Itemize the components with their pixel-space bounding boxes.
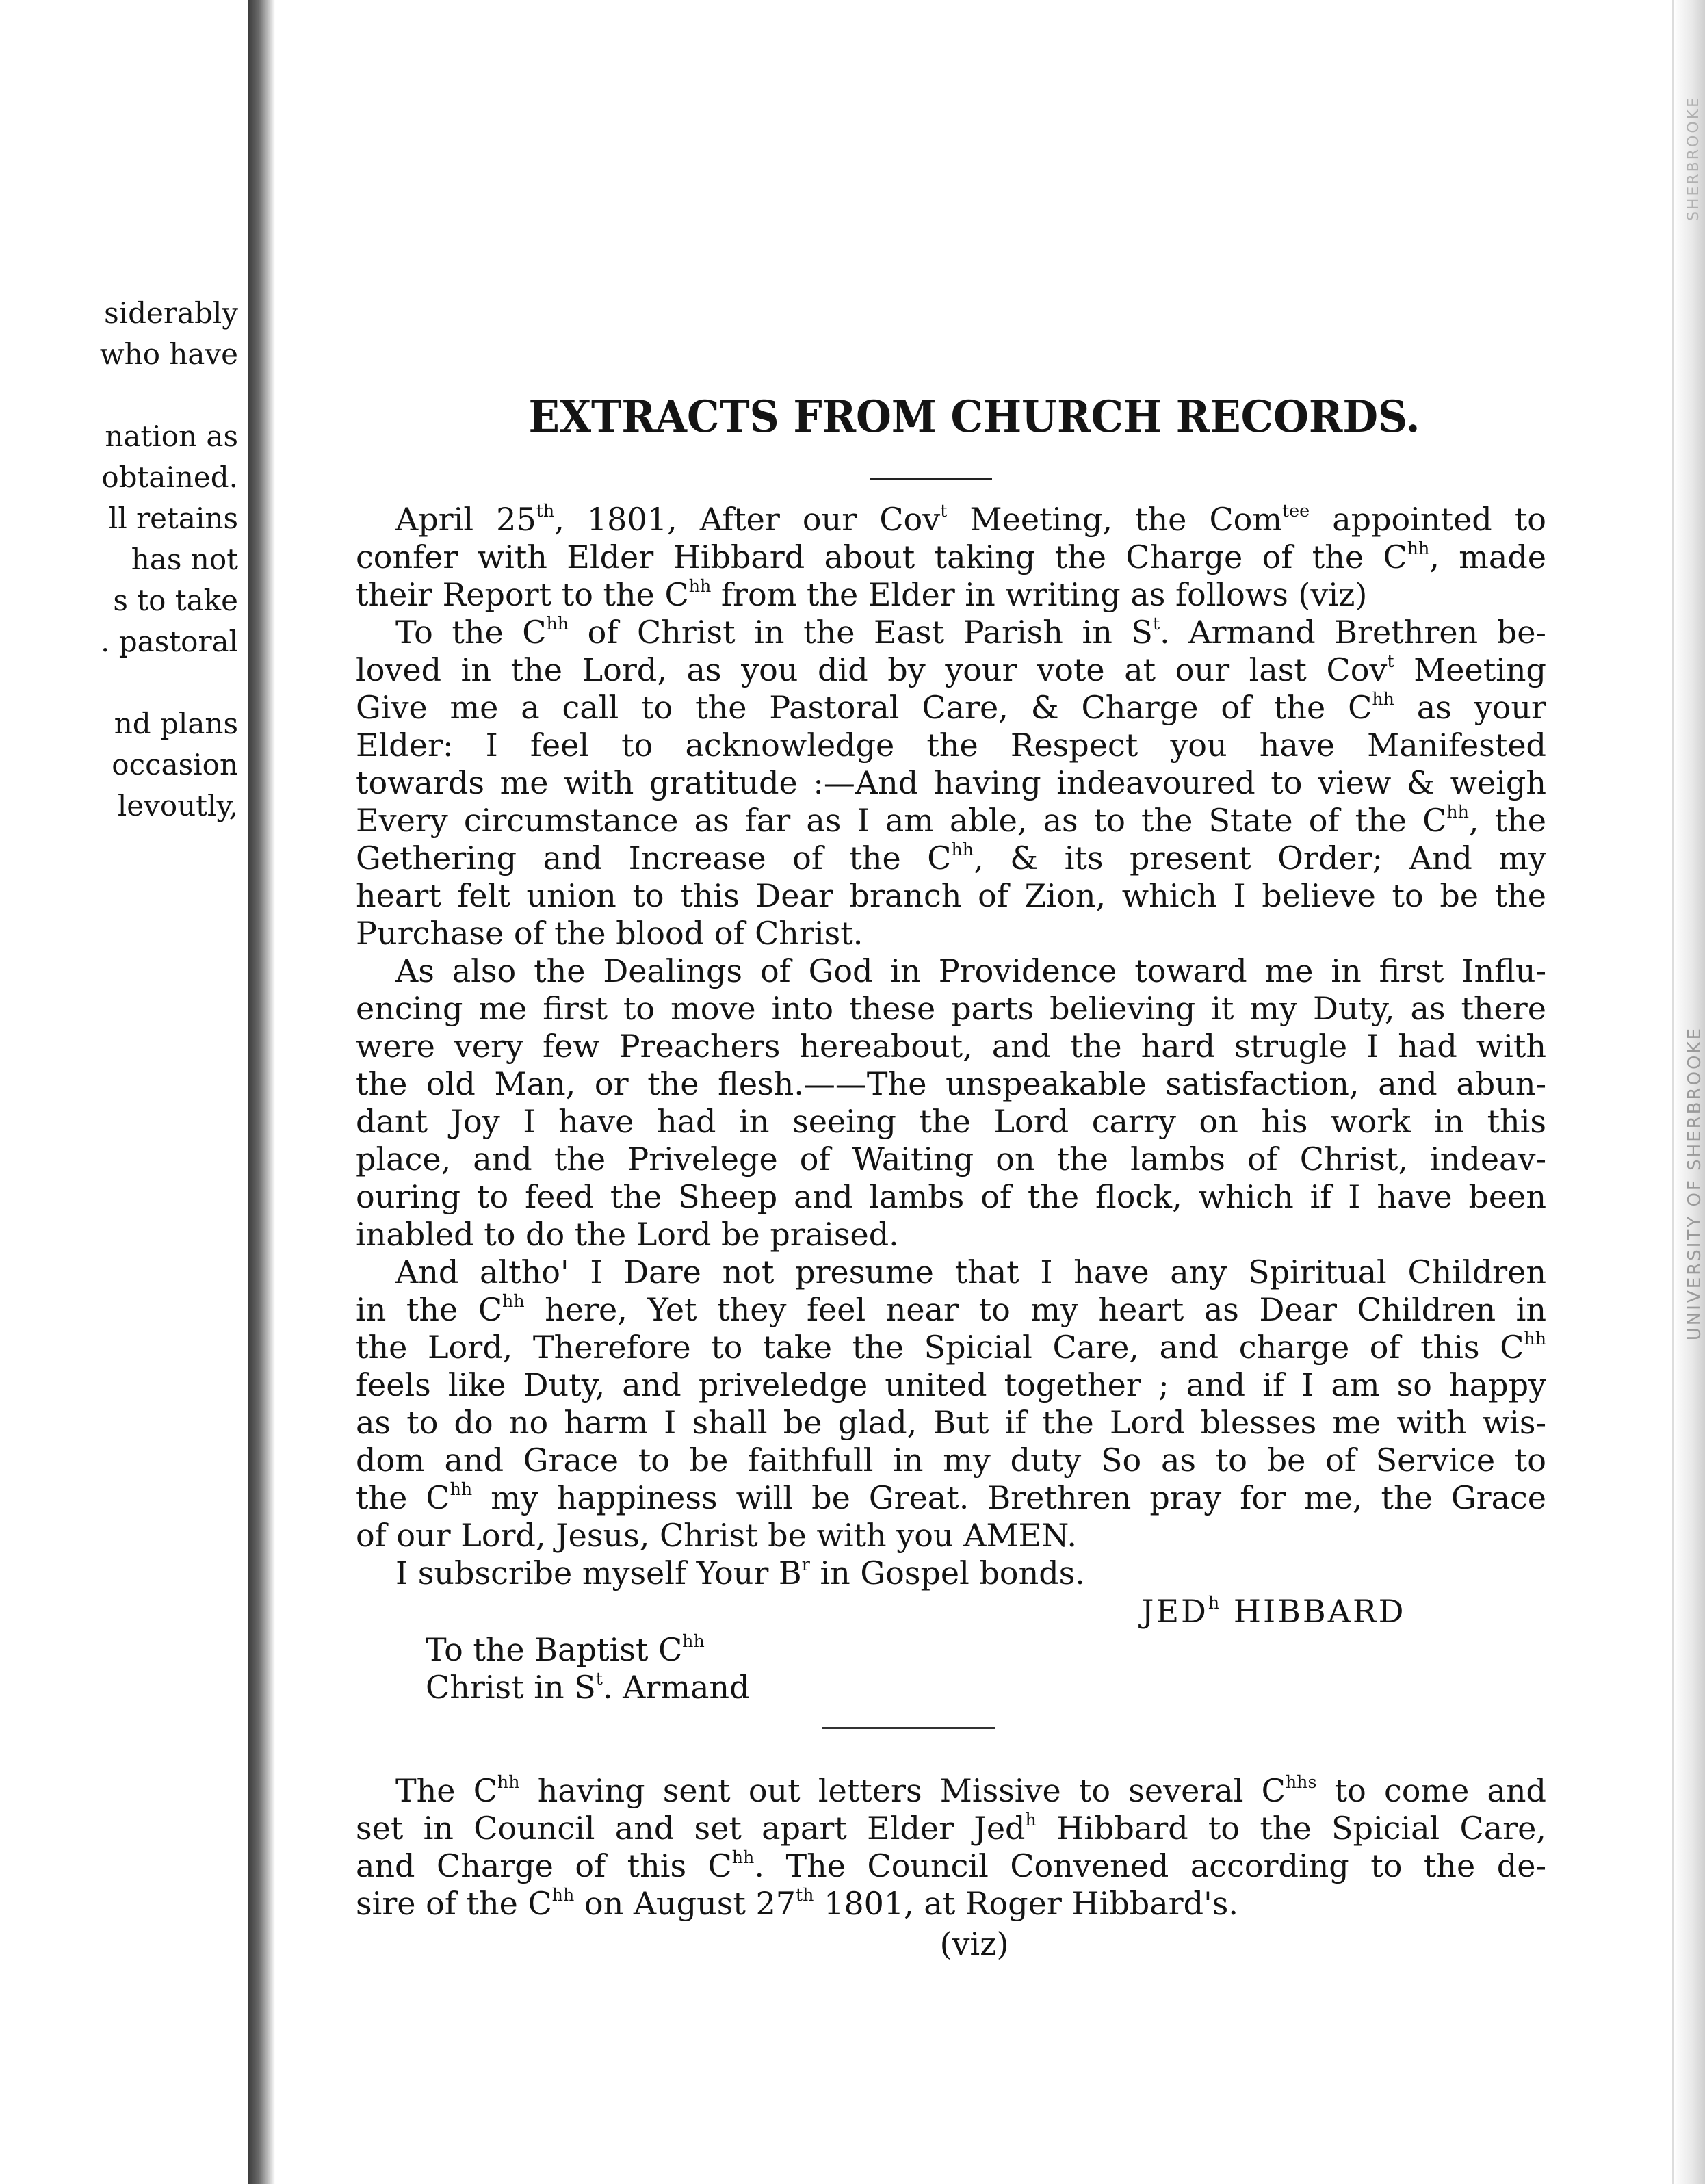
left-page-line: has not	[131, 543, 238, 576]
paragraph	[356, 1253, 1546, 1555]
text-run: , & its present Order; And my	[974, 840, 1546, 876]
text-line	[356, 1772, 1546, 1810]
text-run: , 1801, After our Cov	[554, 501, 941, 538]
text-run: having sent out letters Missive to several C	[519, 1772, 1286, 1809]
text-line	[356, 1028, 1546, 1065]
text-line	[356, 1065, 1546, 1103]
text-line	[356, 1178, 1546, 1216]
left-page-line: s to take	[113, 584, 238, 617]
superscript-abbrev: t	[940, 500, 948, 521]
text-line	[356, 689, 1546, 727]
text-run: encing me first to move into these parts believing it my Duty, as there	[356, 990, 1546, 1027]
left-page-line: obtained.	[101, 460, 238, 494]
text-line	[356, 1253, 1546, 1291]
text-run: , the	[1468, 802, 1546, 839]
text-run: the C	[356, 1479, 450, 1516]
text-line	[356, 952, 1546, 990]
superscript-abbrev: hh	[546, 613, 569, 634]
superscript-abbrev: th	[536, 500, 555, 521]
text-run: of our Lord, Jesus, Christ be with you AMEN.	[356, 1517, 1078, 1554]
left-page-line: levoutly,	[117, 789, 238, 822]
paragraph	[356, 614, 1546, 952]
text-line	[356, 990, 1546, 1028]
left-page-line: who have	[99, 337, 238, 371]
superscript-abbrev: hh	[450, 1479, 473, 1499]
text-run: appointed to	[1310, 501, 1546, 538]
text-line	[356, 1885, 1546, 1923]
text-run: here, Yet they feel near to my heart as Dear Children in	[524, 1291, 1546, 1328]
text-run: And altho' I Dare not presume that I have any Spiritual Children	[395, 1253, 1546, 1290]
text-line	[356, 1103, 1546, 1141]
text-line	[356, 1216, 1546, 1253]
text-line	[356, 614, 1546, 651]
text-run: . Armand	[602, 1669, 750, 1706]
text-line	[356, 501, 1546, 538]
text-run: dant Joy I have had in seeing the Lord carry on his work in this	[356, 1103, 1546, 1140]
title-rule	[870, 478, 992, 480]
section-divider	[822, 1727, 995, 1729]
text-run: Purchase of the blood of Christ.	[356, 915, 863, 952]
superscript-abbrev: hh	[1407, 538, 1430, 558]
text-run: April 25	[395, 501, 536, 538]
superscript-abbrev: h	[1025, 1809, 1037, 1830]
superscript-abbrev: hh	[731, 1847, 755, 1867]
text-run: their Report to the C	[356, 576, 689, 613]
text-line	[356, 538, 1546, 576]
superscript-abbrev: h	[1208, 1592, 1222, 1613]
text-run: as to do no harm I shall be glad, But if the Lord blesses me with wis-	[356, 1404, 1546, 1441]
text-run: from the Elder in writing as follows (viz)	[711, 576, 1368, 613]
superscript-abbrev: t	[1387, 651, 1394, 671]
superscript-abbrev: hh	[502, 1290, 525, 1311]
text-run: inabled to do the Lord be praised.	[356, 1216, 899, 1253]
text-run: the Lord, Therefore to take the Spicial Care, and charge of this C	[356, 1329, 1524, 1366]
text-run: JED	[1141, 1593, 1208, 1630]
text-line	[356, 802, 1546, 840]
text-run: The C	[395, 1772, 497, 1809]
letter-body	[356, 501, 1546, 1592]
text-line	[356, 651, 1546, 689]
superscript-abbrev: t	[1152, 613, 1160, 634]
superscript-abbrev: hh	[551, 1884, 575, 1905]
left-page-line: ll retains	[108, 502, 238, 535]
text-run: set in Council and set apart Elder Jed	[356, 1810, 1026, 1847]
text-line	[356, 727, 1546, 764]
text-run: to come and	[1316, 1772, 1546, 1809]
text-run: 1801, at Roger Hibbard's.	[814, 1885, 1238, 1922]
address-line	[426, 1631, 749, 1669]
left-page-line: occasion	[112, 748, 238, 781]
superscript-abbrev: hh	[1372, 688, 1394, 709]
text-run: were very few Preachers hereabout, and the hard strugle I had with	[356, 1028, 1546, 1065]
text-run: . The Council Convened according to the de-	[754, 1847, 1546, 1884]
address-line	[426, 1669, 749, 1706]
text-run: my happiness will be Great. Brethren pray for me, the Grace	[472, 1479, 1546, 1516]
text-run: . Armand Brethren be-	[1160, 614, 1546, 651]
text-run: Hibbard to the Spicial Care,	[1036, 1810, 1546, 1847]
text-line	[356, 1555, 1546, 1592]
text-run: the old Man, or the flesh.——The unspeakable satisfaction, and abun-	[356, 1065, 1546, 1102]
text-run: dom and Grace to be faithfull in my duty So as to be of Service to	[356, 1442, 1546, 1479]
text-run: I subscribe myself Your B	[395, 1555, 802, 1591]
text-run: loved in the Lord, as you did by your vote at our last Cov	[356, 651, 1388, 688]
text-run: Elder: I feel to acknowledge the Respect you have Manifested	[356, 727, 1546, 764]
text-run: on August 27	[574, 1885, 796, 1922]
letter-address	[426, 1631, 749, 1706]
edge-stamp-top: SHERBROOKE	[1685, 96, 1702, 222]
text-run: Meeting	[1394, 651, 1547, 688]
text-run: Give me a call to the Pastoral Care, & Charge of the C	[356, 689, 1372, 726]
paragraph	[356, 501, 1546, 614]
superscript-abbrev: r	[801, 1554, 810, 1574]
left-facing-page	[0, 0, 248, 2184]
text-line	[356, 1847, 1546, 1885]
text-line	[356, 1141, 1546, 1178]
superscript-abbrev: hh	[682, 1630, 705, 1651]
text-run: as your	[1394, 689, 1546, 726]
text-run: ouring to feed the Sheep and lambs of the flock, which if I have been	[356, 1178, 1546, 1215]
paragraph	[356, 952, 1546, 1253]
viz-label: (viz)	[939, 1925, 1009, 1962]
text-line	[356, 764, 1546, 802]
main-page	[275, 0, 1674, 2184]
text-run: Gethering and Increase of the C	[356, 840, 952, 876]
left-page-line: . pastoral	[101, 625, 238, 658]
text-line	[356, 1517, 1546, 1555]
text-run: feels like Duty, and priveledge united together ; and if I am so happy	[356, 1366, 1546, 1403]
text-line	[356, 915, 1546, 952]
text-run: HIBBARD	[1221, 1593, 1406, 1630]
text-line	[356, 1366, 1546, 1404]
superscript-abbrev: t	[595, 1668, 603, 1689]
page-gutter	[248, 0, 275, 2184]
text-run: heart felt union to this Dear branch of Zion, which I believe to be the	[356, 877, 1546, 914]
superscript-abbrev: hh	[688, 575, 712, 596]
right-page-edge	[1672, 0, 1705, 2184]
left-page-line: nation as	[105, 419, 238, 453]
text-run: towards me with gratitude :—And having indeavoured to view & weigh	[356, 764, 1546, 801]
paragraph	[356, 1555, 1546, 1592]
superscript-abbrev: hhs	[1285, 1771, 1317, 1792]
text-run: As also the Dealings of God in Providence toward me in first Influ-	[395, 952, 1546, 989]
text-line	[356, 1404, 1546, 1442]
text-run: of Christ in the East Parish in S	[569, 614, 1153, 651]
superscript-abbrev: th	[795, 1884, 814, 1905]
text-line	[356, 840, 1546, 877]
text-run: in Gospel bonds.	[809, 1555, 1085, 1591]
superscript-abbrev: hh	[951, 839, 974, 859]
text-run: Every circumstance as far as I am able, as to the State of the C	[356, 802, 1447, 839]
superscript-abbrev: hh	[497, 1771, 520, 1792]
superscript-abbrev: tee	[1282, 500, 1310, 521]
superscript-abbrev: hh	[1524, 1328, 1546, 1349]
text-line	[356, 1810, 1546, 1847]
text-line	[356, 576, 1546, 614]
text-line	[356, 1329, 1546, 1366]
text-run: Christ in S	[426, 1669, 596, 1706]
left-page-line: nd plans	[114, 707, 238, 740]
text-run: Meeting, the Com	[947, 501, 1282, 538]
text-line	[356, 877, 1546, 915]
superscript-abbrev: hh	[1446, 801, 1469, 822]
text-run: , made	[1429, 538, 1546, 575]
text-line	[356, 1442, 1546, 1479]
text-run: To the C	[395, 614, 547, 651]
text-run: sire of the C	[356, 1885, 552, 1922]
text-run: confer with Elder Hibbard about taking the Charge of the C	[356, 538, 1407, 575]
text-run: To the Baptist C	[426, 1631, 683, 1668]
text-run: and Charge of this C	[356, 1847, 732, 1884]
text-run: place, and the Privelege of Waiting on the lambs of Christ, indeav-	[356, 1141, 1546, 1178]
library-stamp: UNIVERSITY OF SHERBROOKE	[1684, 1026, 1705, 1341]
signature	[1141, 1593, 1405, 1630]
text-run: in the C	[356, 1291, 503, 1328]
text-line	[356, 1479, 1546, 1517]
council-paragraph	[356, 1772, 1546, 1923]
left-page-line: siderably	[104, 296, 238, 330]
text-line	[356, 1291, 1546, 1329]
page-title: EXTRACTS FROM CHURCH RECORDS.	[528, 391, 1420, 443]
